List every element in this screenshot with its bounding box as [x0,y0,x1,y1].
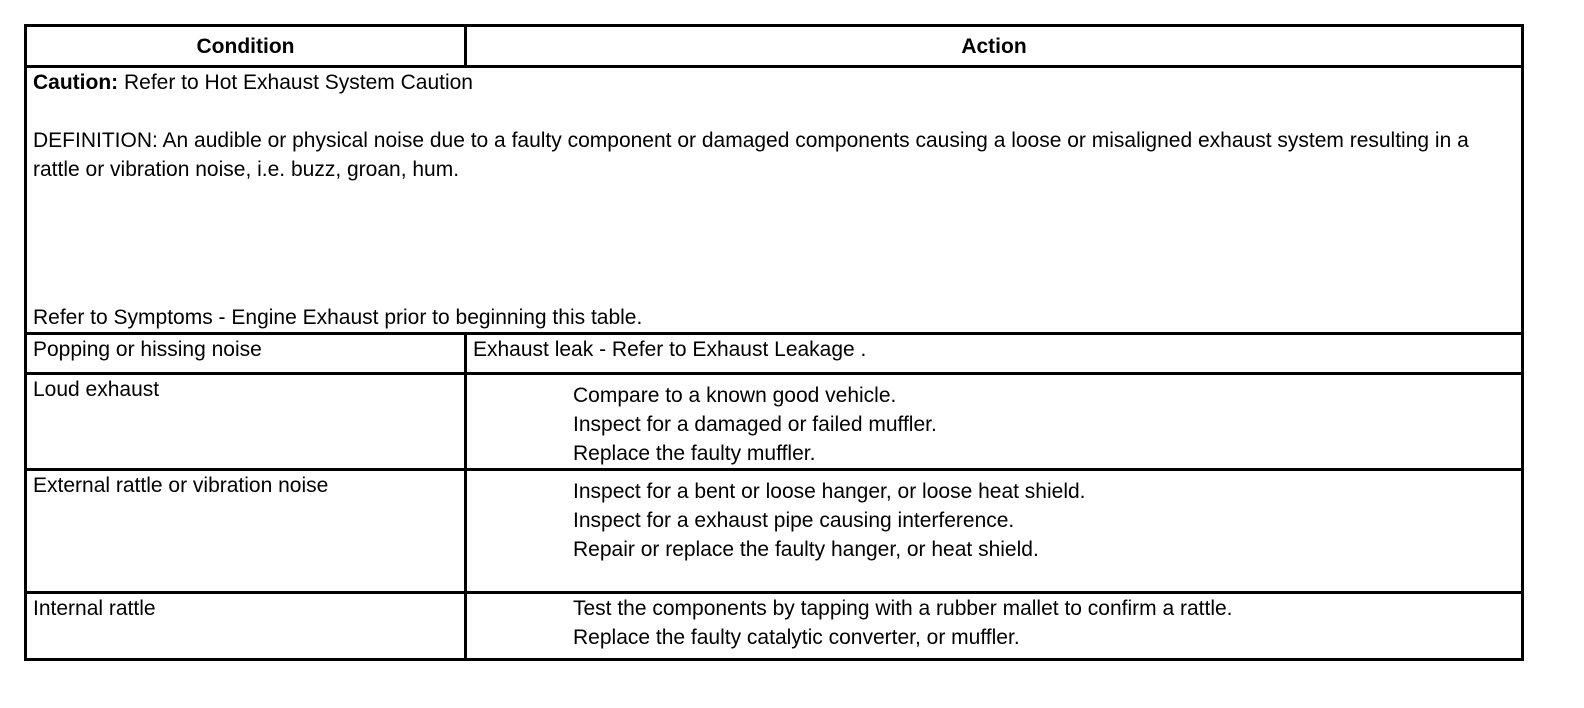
caution-label: Caution: [33,71,119,94]
caution-note [33,68,1521,97]
intro-row [26,67,1523,334]
action-step: Inspect for a damaged or failed muffler. [573,413,937,436]
action-step: Repair or replace the faulty hanger, or heat shield. [573,538,1039,561]
condition-cell: External rattle or vibration noise [26,470,466,593]
condition-column-header: Condition [26,26,466,67]
table-header-row [26,26,1523,67]
table-row [26,374,1523,470]
condition-cell: Loud exhaust [26,374,466,470]
definition-text: DEFINITION: An audible or physical noise due to a faulty component or damaged components causing a loose or misaligned exhaust system resulting in a rattle or vibration noise, i.e. buzz, groan, hum. [33,129,1469,181]
table-row [26,593,1523,660]
table-row [26,470,1523,593]
action-cell [466,593,1523,660]
action-column-header: Action [466,26,1523,67]
action-step: Replace the faulty catalytic converter, or muffler. [573,626,1020,649]
condition-cell: Popping or hissing noise [26,334,466,374]
diagnostic-table [24,24,1524,661]
action-steps [473,471,1521,564]
caution-text: Refer to Hot Exhaust System Caution [118,71,473,94]
action-step: Test the components by tapping with a rubber mallet to confirm a rattle. [573,597,1233,620]
action-step: Inspect for a bent or loose hanger, or loose heat shield. [573,480,1086,503]
action-step: Replace the faulty muffler. [573,442,816,465]
action-cell: Exhaust leak - Refer to Exhaust Leakage . [466,334,1523,374]
action-steps [473,375,1521,468]
intro-cell [26,67,1523,334]
action-cell [466,374,1523,470]
action-steps [473,594,1521,652]
action-step: Compare to a known good vehicle. [573,384,897,407]
action-cell [466,470,1523,593]
condition-cell: Internal rattle [26,593,466,660]
action-step: Inspect for a exhaust pipe causing interference. [573,509,1015,532]
table-row [26,334,1523,374]
reference-text: Refer to Symptoms - Engine Exhaust prior to beginning this table. [33,306,643,329]
